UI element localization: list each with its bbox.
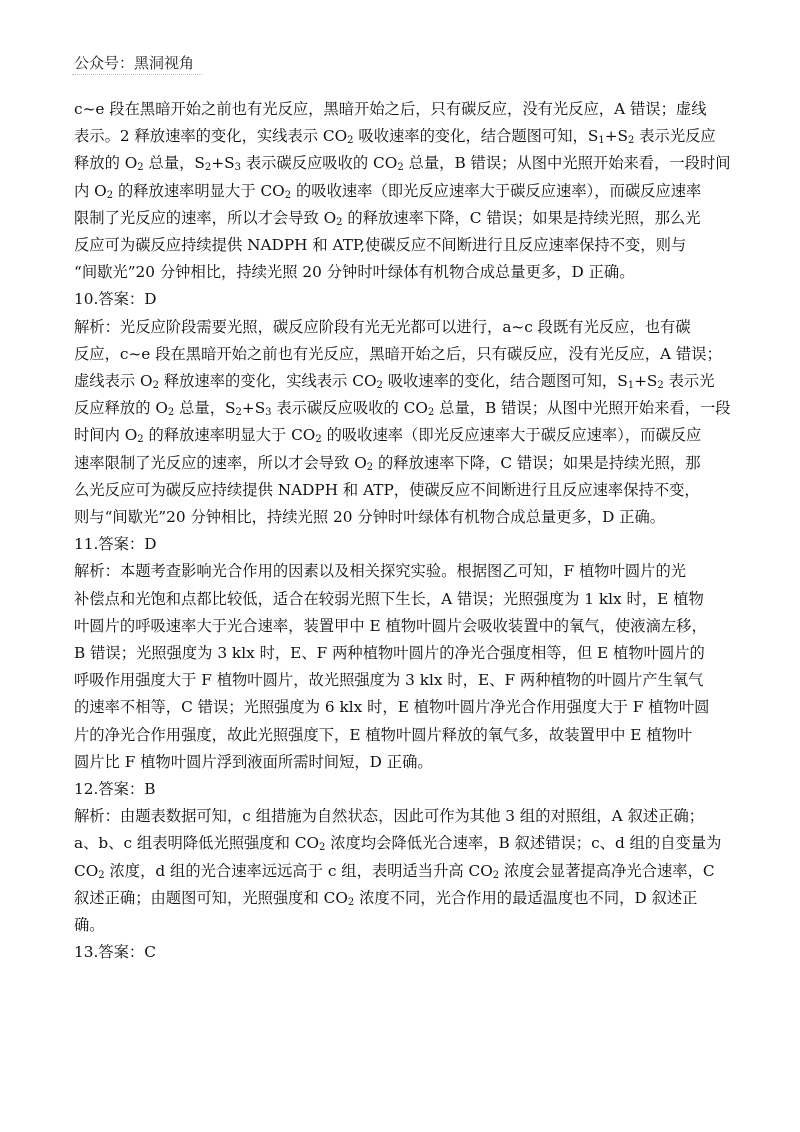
document-body bbox=[74, 96, 734, 967]
subscript: 2 bbox=[167, 407, 175, 419]
text-line: 叙述正确；由题图可知，光照强度和 $CO_2$ 浓度不同，光合作用的最适温度也不同，D 叙述正 bbox=[74, 888, 698, 908]
subscript: 1 bbox=[627, 380, 635, 392]
text-line: 圆片比 F 植物叶圆片浮到液面所需时间短，D 正确。 bbox=[74, 752, 433, 771]
subscript: 1 bbox=[598, 135, 605, 147]
subscript: 2 bbox=[204, 162, 212, 174]
text-line: $CO_2$ 浓度，d 组的光合速率远远高于 c 组，表明适当升高 $CO_2$ 浓度会显著提高净光合速率，C bbox=[74, 861, 715, 881]
subscript: 2 bbox=[315, 434, 322, 446]
subscript: 2 bbox=[235, 407, 242, 419]
watermark-underline bbox=[72, 74, 202, 75]
subscript: 2 bbox=[319, 842, 326, 854]
text-line: 释放的 $O_2$ 总量，$S_2+S_3$ 表示碳反应吸收的 $CO_2$ 总量，B 错误；从图中光照开始来看，一段时间 bbox=[74, 154, 731, 174]
explanation-paragraph bbox=[74, 314, 734, 532]
text-line: 限制了光反应的速率，所以才会导致 $O_2$ 的释放速率下降，C 错误；如果是持续光照，那么光 bbox=[74, 208, 701, 228]
text-line: 虚线表示 $O_2$ 释放速率的变化，实线表示 $CO_2$ 吸收速率的变化，结合题图可知，$S_1+S_2$ 表示光 bbox=[74, 372, 715, 392]
text-line: 片的净光合作用强度，故此光照强度下，E 植物叶圆片释放的氧气多，故装置甲中 E 植物叶 bbox=[74, 725, 693, 744]
subscript: 3 bbox=[234, 162, 241, 174]
subscript: 2 bbox=[492, 869, 500, 881]
text-line: 速率限制了光反应的速率，所以才会导致 $O_2$ 的释放速率下降，C 错误；如果是持续光照，那 bbox=[74, 453, 701, 473]
text-line: 补偿点和光饱和点都比较低，适合在较弱光照下生长，A 错误；光照强度为 1 klx 时，E 植物 bbox=[74, 589, 704, 608]
subscript: 2 bbox=[376, 380, 383, 392]
explanation-paragraph bbox=[74, 96, 734, 286]
text-line: 时间内 $O_2$ 的释放速率明显大于 $CO_2$ 的吸收速率（即光反应速率大于碳反应速率），而碳反应 bbox=[74, 426, 702, 446]
text-line: 表示。2 释放速率的变化，实线表示 $CO_2$ 吸收速率的变化，结合题图可知，$S_1+S_2$ 表示光反应 bbox=[74, 127, 716, 147]
text-line: 内 $O_2$ 的释放速率明显大于 $CO_2$ 的吸收速率（即光反应速率大于碳反应速率），而碳反应速率 bbox=[74, 181, 702, 201]
answer-heading: 12.答案：B bbox=[74, 780, 156, 799]
text-line: 么光反应可为碳反应持续提供 NADPH 和 ATP，使碳反应不间断进行且反应速率保持不变， bbox=[74, 480, 700, 499]
answer-heading: 10.答案：D bbox=[74, 290, 157, 309]
text-line: c~e 段在黑暗开始之前也有光反应，黑暗开始之后，只有碳反应，没有光反应，A 错误；虚线 bbox=[74, 100, 707, 118]
explanation-paragraph bbox=[74, 803, 734, 939]
subscript: 2 bbox=[397, 162, 404, 174]
subscript: 2 bbox=[106, 189, 114, 201]
text-line: 确。 bbox=[74, 916, 105, 935]
subscript: 2 bbox=[427, 407, 435, 419]
text-line: 则与“间歇光”20 分钟相比，持续光照 20 分钟时叶绿体有机物合成总量更多，D 正确。 bbox=[74, 508, 666, 527]
text-line: 解析：由题表数据可知，c 组措施为自然状态，因此可作为其他 3 组的对照组，A 叙述正确； bbox=[74, 807, 705, 826]
text-line: 叶圆片的呼吸速率大于光合速率，装置甲中 E 植物叶圆片会吸收装置中的氧气，使液滴左移， bbox=[74, 616, 707, 635]
subscript: 2 bbox=[657, 380, 664, 392]
subscript: 2 bbox=[137, 162, 144, 174]
text-line: 解析：光反应阶段需要光照，碳反应阶段有光无光都可以进行，a~c 段既有光反应，也有碳 bbox=[74, 317, 691, 336]
subscript: 2 bbox=[98, 869, 105, 881]
subscript: 2 bbox=[347, 896, 355, 908]
subscript: 2 bbox=[284, 189, 292, 201]
subscript: 2 bbox=[152, 380, 159, 392]
subscript: 2 bbox=[347, 135, 354, 147]
text-line: 呼吸作用强度大于 F 植物叶圆片，故光照强度为 3 klx 时，E、F 两种植物的叶圆片产生氧气 bbox=[74, 671, 704, 690]
text-line: B 错误；光照强度为 3 klx 时，E、F 两种植物叶圆片的净光合强度相等，但 E 植物叶圆片的 bbox=[74, 644, 705, 663]
text-line: 的速率不相等，C 错误；光照强度为 6 klx 时，E 植物叶圆片净光合作用强度大于 F 植物叶圆 bbox=[74, 698, 710, 717]
text-line: 反应释放的 $O_2$ 总量，$S_2+S_3$ 表示碳反应吸收的 $CO_2$ 总量，B 错误；从图中光照开始来看，一段 bbox=[74, 399, 731, 419]
text-line: a、b、c 组表明降低光照强度和 $CO_2$ 浓度均会降低光合速率，B 叙述错误；c、d 组的自变量为 bbox=[74, 834, 722, 854]
subscript: 2 bbox=[628, 135, 635, 147]
text-line: 反应，c~e 段在黑暗开始之前也有光反应，黑暗开始之后，只有碳反应，没有光反应，A 错误； bbox=[74, 344, 722, 363]
text-line: 解析：本题考查影响光合作用的因素以及相关探究实验。根据图乙可知，F 植物叶圆片的光 bbox=[74, 562, 687, 581]
subscript: 2 bbox=[137, 434, 144, 446]
answer-heading: 11.答案：D bbox=[74, 535, 157, 554]
explanation-paragraph bbox=[74, 558, 734, 776]
answer-heading: 13.答案：C bbox=[74, 943, 156, 962]
subscript: 3 bbox=[265, 407, 272, 419]
text-line: 反应可为碳反应持续提供 NADPH 和 ATP,使碳反应不间断进行且反应速率保持不变，则与 bbox=[74, 236, 687, 255]
text-line: “间歇光”20 分钟相比，持续光照 20 分钟时叶绿体有机物合成总量更多，D 正确。 bbox=[74, 263, 635, 282]
watermark-header: 公众号：黑洞视角 bbox=[74, 54, 195, 72]
subscript: 2 bbox=[336, 216, 343, 228]
subscript: 2 bbox=[366, 461, 374, 473]
